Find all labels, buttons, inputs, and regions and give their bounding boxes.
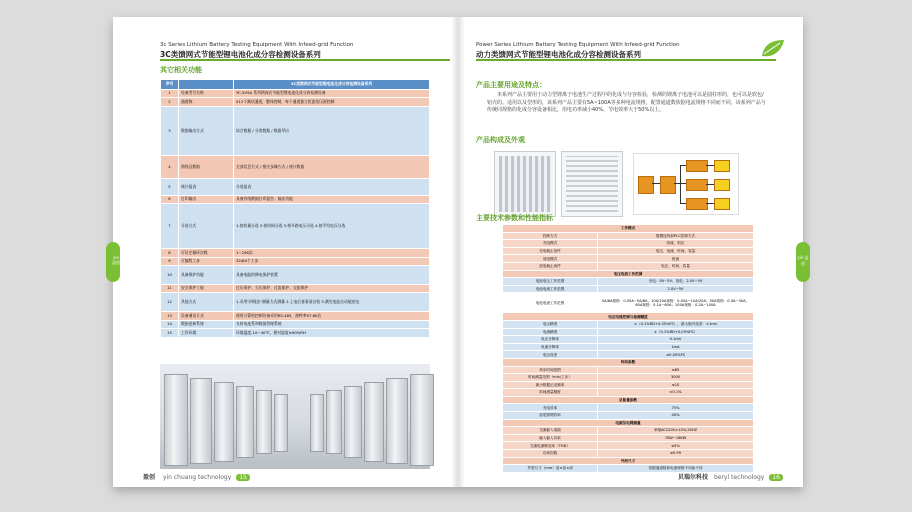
row-number: 4 <box>161 155 179 178</box>
row-number: 13 <box>161 312 179 320</box>
row-value: 32/64个工步 <box>234 257 430 265</box>
table-row <box>503 285 754 293</box>
left-footer <box>143 472 250 481</box>
row-number: 7 <box>161 204 179 249</box>
table-row <box>503 343 754 351</box>
product-image-cabinet-2 <box>561 151 623 217</box>
table-row <box>503 247 754 255</box>
footer-brand-en: yin chuang technology <box>162 474 232 481</box>
param-value-cell: 依据通道数和电流规格不同而不同 <box>598 465 754 473</box>
section-heading-cell: 时间参数 <box>503 358 754 366</box>
row-label: 曲线及数据 <box>179 155 234 178</box>
table-row <box>503 232 754 240</box>
section-heading-cell: 外形尺寸 <box>503 457 754 465</box>
param-label-cell: 电压精度 <box>503 320 598 328</box>
row-value: 512个测试通道，整体控制，每个通道独立恒流恒压源控制 <box>234 98 430 106</box>
row-label: 打印输出 <box>179 195 234 203</box>
table-row <box>503 427 754 435</box>
right-section-usage: 产品主要用途及特点： <box>476 81 546 89</box>
table-row <box>503 293 754 313</box>
row-number: 10 <box>161 265 179 284</box>
row-label: 设备型号名称 <box>179 90 234 98</box>
row-value: 具备电能的降电保护装置 <box>234 265 430 284</box>
table-row <box>503 404 754 412</box>
page-number: 16 <box>769 474 783 481</box>
param-value-cell: ±0.1% <box>598 389 754 397</box>
right-footer <box>678 472 783 481</box>
table-row <box>503 450 754 458</box>
row-label: 设备通讯方式 <box>179 312 234 320</box>
table-header-cell <box>179 80 234 90</box>
param-label-cell: 放电截止条件 <box>503 262 598 270</box>
row-number: 14 <box>161 320 179 328</box>
section-heading-cell: 工作模式 <box>503 225 754 233</box>
param-label-cell: 放电馈网效率 <box>503 412 598 420</box>
row-number: 2 <box>161 98 179 106</box>
param-label-cell: 交流电流畸变率（THD） <box>503 442 598 450</box>
right-section-composition: 产品构成及外观 <box>476 136 525 144</box>
row-number: 11 <box>161 284 179 292</box>
row-label: 其他方式 <box>179 293 234 312</box>
table-row <box>503 336 754 344</box>
param-label-cell: 控制方式 <box>503 232 598 240</box>
table-row <box>161 257 430 265</box>
param-label-cell: 充电效率 <box>503 404 598 412</box>
table-row <box>161 204 430 249</box>
param-label-cell: 单步时间范围 <box>503 366 598 374</box>
param-value-cell: 恒流、恒压 <box>598 240 754 248</box>
table-section-row <box>503 225 754 233</box>
row-label: 工作环境 <box>179 329 234 337</box>
table-row <box>503 328 754 336</box>
param-value-cell: 充电：0V~5V；放电：2.0V~5V <box>598 278 754 286</box>
param-label-cell: 充电模式 <box>503 240 598 248</box>
factory-photo <box>160 364 430 469</box>
row-label: 分选方式 <box>179 204 234 249</box>
left-page <box>113 17 458 487</box>
param-value-cell: ≥0.05%FS <box>598 351 754 359</box>
table-row <box>161 106 430 155</box>
section-heading-cell: 电源及电网测量 <box>503 419 754 427</box>
row-label: 具备保护功能 <box>179 265 234 284</box>
table-row <box>161 249 430 257</box>
param-label-cell: 放电模式 <box>503 255 598 263</box>
section-heading-cell: 电压电流控制与检测精度 <box>503 313 754 321</box>
param-label-cell: 时间测量精度 <box>503 389 598 397</box>
param-value-cell: 7KW~16KW <box>598 434 754 442</box>
row-value: 综合数据 / 分类数据 / 数据导出 <box>234 106 430 155</box>
param-label-cell: 电压分辨率 <box>503 336 598 344</box>
right-section-specs: 主要技术参数和性能指标 <box>476 214 553 222</box>
table-row <box>161 178 430 195</box>
row-label: 安全保护工能 <box>179 284 234 292</box>
left-side-tab <box>106 242 120 282</box>
table-row <box>503 442 754 450</box>
row-value: 1.按容量分选 2.按时间分选 3.按开路电压分选 4.按平均电压分选 <box>234 204 430 249</box>
table-row <box>161 195 430 203</box>
table-row <box>503 412 754 420</box>
row-value: 使用计算机控制设备采用RS-485，波特率57.6K位 <box>234 312 430 320</box>
param-value-cell: 电压、时间、容量 <box>598 262 754 270</box>
footer-brand: 盈创 <box>143 474 156 481</box>
left-header-en: 3c Series Lithium Battery Testing Equipment With Infeed-grid Function <box>160 42 354 48</box>
leaf-logo-icon <box>760 38 786 58</box>
param-value-cell: ≤5% <box>598 442 754 450</box>
param-label-cell: 功率因数 <box>503 450 598 458</box>
table-row <box>161 265 430 284</box>
table-header-cell: 3C类馈网式节能型锂电池化成分容检测设备系列 <box>234 80 430 90</box>
param-label-cell: 电流分辨率 <box>503 343 598 351</box>
table-row <box>503 255 754 263</box>
row-value: YC-5V5A 系列馈网式节能型锂电池化成分容检测设备 <box>234 90 430 98</box>
table-row <box>161 98 430 106</box>
section-heading-cell: 总能量参数 <box>503 396 754 404</box>
param-label-cell: 电池电压工作范围 <box>503 278 598 286</box>
row-value: 全部信息方式 / 指定步骤方式 / 统计数据 <box>234 155 430 178</box>
param-label-cell: 电池电流工作范围 <box>503 293 598 313</box>
row-number: 5 <box>161 178 179 195</box>
param-value-cell: 1mA <box>598 343 754 351</box>
footer-brand-en: beryl technology <box>713 474 765 481</box>
param-label-cell: 充电截止条件 <box>503 247 598 255</box>
row-label: 数据更新系统 <box>179 320 234 328</box>
row-number: 1 <box>161 90 179 98</box>
table-row <box>161 90 430 98</box>
row-number: 6 <box>161 195 179 203</box>
table-row <box>503 374 754 382</box>
table-section-row <box>503 419 754 427</box>
row-value: 分选报表 <box>234 178 430 195</box>
param-label-cell: 时间测量范围（min/工步） <box>503 374 598 382</box>
table-row <box>161 155 430 178</box>
table-section-row <box>503 396 754 404</box>
param-value-cell: ±（0.1%RD+0.05%FS），最大绝对误差：±1mv <box>598 320 754 328</box>
right-side-tab <box>796 242 810 282</box>
left-side-tab-label: yin 盈创 <box>112 255 120 265</box>
right-header-cn: 动力类馈网式节能型锂电池化成分容检测设备系列 <box>476 50 641 59</box>
table-section-row <box>503 313 754 321</box>
right-header-rule <box>476 59 776 61</box>
page-number: 15 <box>236 474 250 481</box>
param-value-cell: 单相AC220V±10%,50HZ <box>598 427 754 435</box>
row-label: 数据输出方式 <box>179 106 234 155</box>
row-number: 3 <box>161 106 179 155</box>
right-side-tab-label: yin 盈创 <box>797 255 809 266</box>
table-row <box>503 389 754 397</box>
table-row <box>161 293 430 312</box>
brochure-spread <box>112 17 809 487</box>
param-value-cell: ≥0.99 <box>598 450 754 458</box>
row-value: 支持电池系和数据管理系统 <box>234 320 430 328</box>
param-value-cell: 电压、电流、时间、容量 <box>598 247 754 255</box>
row-number: 15 <box>161 329 179 337</box>
right-intro-paragraph: 本系列产品主要用于动力型锂离子电池生产过程中的化成与分容检验，检测的锂离子电池可以是圆柱形的，也可以是软包/铝壳的。适用以及型形的，该系列产品主要有5A~100A等多种电流规格，配置通道数依据电流规格不同而不同，该系列产品与传统同规格的化成分容设备相比，用电功率减小40%，节电效率大于50%以上。 <box>487 92 766 113</box>
table-row <box>503 240 754 248</box>
table-row <box>503 381 754 389</box>
row-label: 通道数 <box>179 98 234 106</box>
table-row <box>161 284 430 292</box>
table-section-row <box>503 457 754 465</box>
product-image-cabinet-1 <box>494 151 556 217</box>
row-label: 统计报表 <box>179 178 234 195</box>
row-value: 环境温度-10~40℃，相对湿度≤90%RH <box>234 329 430 337</box>
footer-brand: 贝瑞尔科技 <box>678 474 709 481</box>
param-value-cell: ±（0.1%RD+0.05%FS） <box>598 328 754 336</box>
param-label-cell: 电流精度 <box>503 328 598 336</box>
row-value: 过压保护、欠压保护、过流保护、交流保护 <box>234 284 430 292</box>
param-value-cell: 75% <box>598 404 754 412</box>
row-number: 9 <box>161 257 179 265</box>
table-row <box>503 320 754 328</box>
table-row <box>503 278 754 286</box>
left-section-title: 其它相关功能 <box>160 66 202 74</box>
row-number: 12 <box>161 293 179 312</box>
param-label-cell: 最小数据记录频率 <box>503 381 598 389</box>
left-header-cn: 3C类馈网式节能型锂电池化成分容检测设备系列 <box>160 50 321 59</box>
table-section-row <box>503 270 754 278</box>
table-row <box>503 434 754 442</box>
right-page <box>458 17 809 487</box>
row-number: 8 <box>161 249 179 257</box>
row-label: 可设定循环次数 <box>179 249 234 257</box>
table-row <box>161 312 430 320</box>
table-row <box>161 320 430 328</box>
param-label-cell: 交流输入电源 <box>503 427 598 435</box>
param-value-cell: 40% <box>598 412 754 420</box>
param-value-cell: ≤1S <box>598 381 754 389</box>
param-label-cell: 外型尺寸（mm）宽×高×深 <box>503 465 598 473</box>
system-diagram <box>633 153 739 215</box>
table-section-row <box>503 358 754 366</box>
section-heading-cell: 电压电流工作范围 <box>503 270 754 278</box>
table-row <box>503 351 754 359</box>
param-value-cell: 5A/6A规格：0.05A~5A/6A；10A/20A规格：0.05A~10A/20A；30A规格：0.3A~30A；60A规格：0.1A~60A；100A规格：0.2A~100A <box>598 293 754 313</box>
param-value-cell: 数模连线和PLC控制方式 <box>598 232 754 240</box>
row-value: 1~256次 <box>234 249 430 257</box>
table-header-row <box>161 80 430 90</box>
right-header-en: Power Series Lithium Battery Testing Equipment With Infeed-grid Function <box>476 42 680 48</box>
param-label-cell: 电池电流工作范围 <box>503 285 598 293</box>
row-value: 具备有线数据打印报告、输出功能 <box>234 195 430 203</box>
param-label-cell: 输入输入功率 <box>503 434 598 442</box>
table-row <box>503 366 754 374</box>
param-value-cell: ≤65 <box>598 366 754 374</box>
param-value-cell: 3000 <box>598 374 754 382</box>
left-header-rule <box>160 59 450 61</box>
param-value-cell: 恒流 <box>598 255 754 263</box>
right-spec-table <box>502 224 754 473</box>
param-label-cell: 电压误差 <box>503 351 598 359</box>
left-spec-table <box>160 79 430 338</box>
param-value-cell: 0.1mV <box>598 336 754 344</box>
row-value: 1.采用"四线法"测量方式测量 2.上电后查看前自检 3.测完电池自动地充电 <box>234 293 430 312</box>
table-header-cell: 序号 <box>161 80 179 90</box>
table-row <box>503 262 754 270</box>
row-label: 可编程工步 <box>179 257 234 265</box>
param-value-cell: 2.0V~5V <box>598 285 754 293</box>
table-row <box>161 329 430 337</box>
